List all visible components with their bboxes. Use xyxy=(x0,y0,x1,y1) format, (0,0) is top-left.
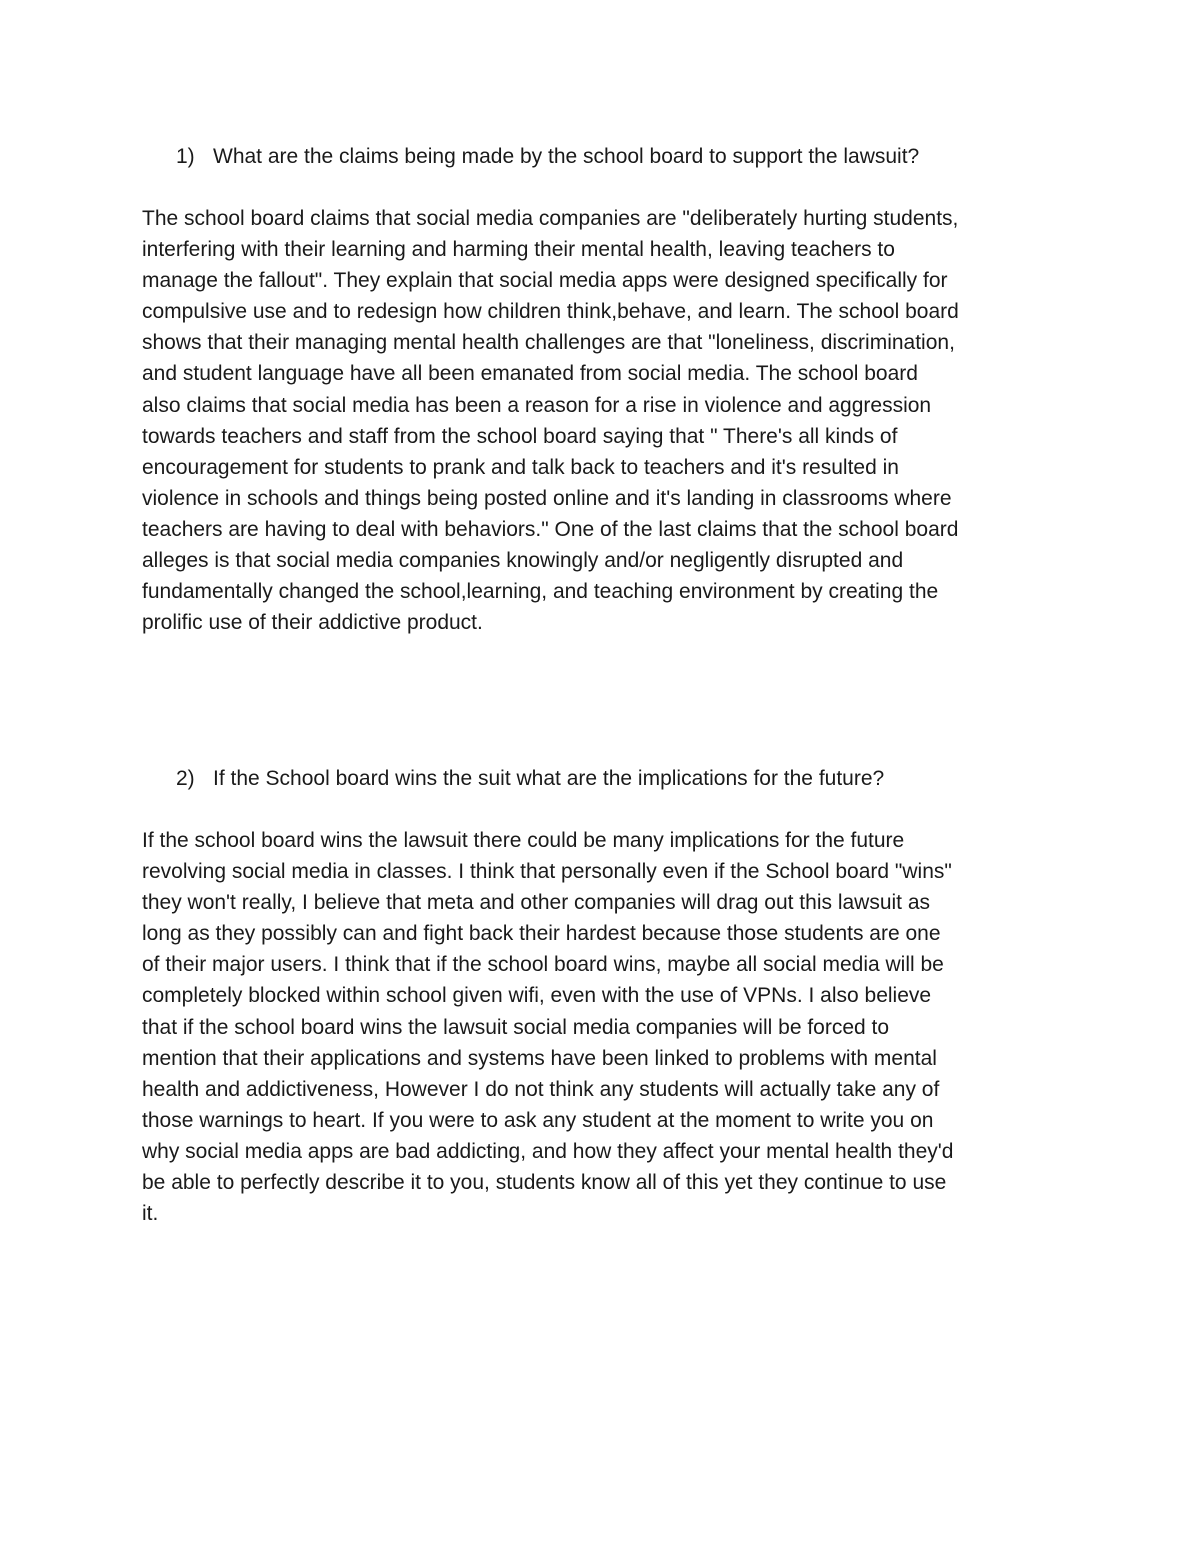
answer-1-line: manage the fallout". They explain that social media apps were designed specifically for xyxy=(142,269,948,293)
answer-2-line: it. xyxy=(142,1202,159,1226)
answer-2-line: of their major users. I think that if the school board wins, maybe all social media will be xyxy=(142,953,944,977)
answer-2-line: those warnings to heart. If you were to ask any student at the moment to write you on xyxy=(142,1108,934,1132)
answer-2-line: that if the school board wins the lawsuit social media companies will be forced to xyxy=(142,1015,890,1039)
answer-2-line: why social media apps are bad addicting, and how they affect your mental health they'd xyxy=(142,1139,954,1163)
question-2-number: 2) xyxy=(176,767,195,790)
answer-1-line: fundamentally changed the school,learning, and teaching environment by creating the xyxy=(142,580,939,604)
question-2 xyxy=(176,763,1076,794)
question-1-number: 1) xyxy=(176,145,195,168)
answer-1-line: encouragement for students to prank and talk back to teachers and it's resulted in xyxy=(142,455,899,479)
answer-1-line: towards teachers and staff from the school board saying that " There's all kinds of xyxy=(142,424,898,448)
answer-2-line: If the school board wins the lawsuit there could be many implications for the future xyxy=(142,829,905,852)
answer-1-line: teachers are having to deal with behaviors." One of the last claims that the school board xyxy=(142,517,959,541)
answer-2-line: completely blocked within school given wifi, even with the use of VPNs. I also believe xyxy=(142,984,932,1008)
answer-1-line: The school board claims that social media companies are "deliberately hurting students, xyxy=(142,207,959,230)
question-2-text: If the School board wins the suit what are the implications for the future? xyxy=(213,767,885,790)
answer-1-line: alleges is that social media companies knowingly and/or negligently disrupted and xyxy=(142,549,904,573)
answer-2-line: long as they possibly can and fight back their hardest because those students are one xyxy=(142,922,941,946)
answer-1-paragraph xyxy=(142,203,1082,638)
answer-2-line: health and addictiveness, However I do not think any students will actually take any of xyxy=(142,1077,940,1101)
answer-1-line: also claims that social media has been a reason for a rise in violence and aggression xyxy=(142,393,932,417)
question-1 xyxy=(176,141,1076,172)
answer-1-line: shows that their managing mental health challenges are that "loneliness, discrimination, xyxy=(142,331,955,355)
answer-1-line: violence in schools and things being posted online and it's landing in classrooms where xyxy=(142,486,952,510)
answer-1-line: compulsive use and to redesign how children think,behave, and learn. The school board xyxy=(142,300,959,324)
answer-2-line: be able to perfectly describe it to you, students know all of this yet they continue to use xyxy=(142,1171,947,1195)
answer-2-line: mention that their applications and systems have been linked to problems with mental xyxy=(142,1046,937,1070)
answer-2-line: revolving social media in classes. I think that personally even if the School board "wins" xyxy=(142,860,952,884)
question-1-text: What are the claims being made by the school board to support the lawsuit? xyxy=(213,145,920,168)
answer-2-line: they won't really, I believe that meta and other companies will drag out this lawsuit as xyxy=(142,891,931,915)
answer-1-line: interfering with their learning and harming their mental health, leaving teachers to xyxy=(142,238,895,262)
answer-2-paragraph xyxy=(142,825,1082,1229)
answer-1-line: prolific use of their addictive product. xyxy=(142,611,483,635)
answer-1-line: and student language have all been emanated from social media. The school board xyxy=(142,362,918,386)
